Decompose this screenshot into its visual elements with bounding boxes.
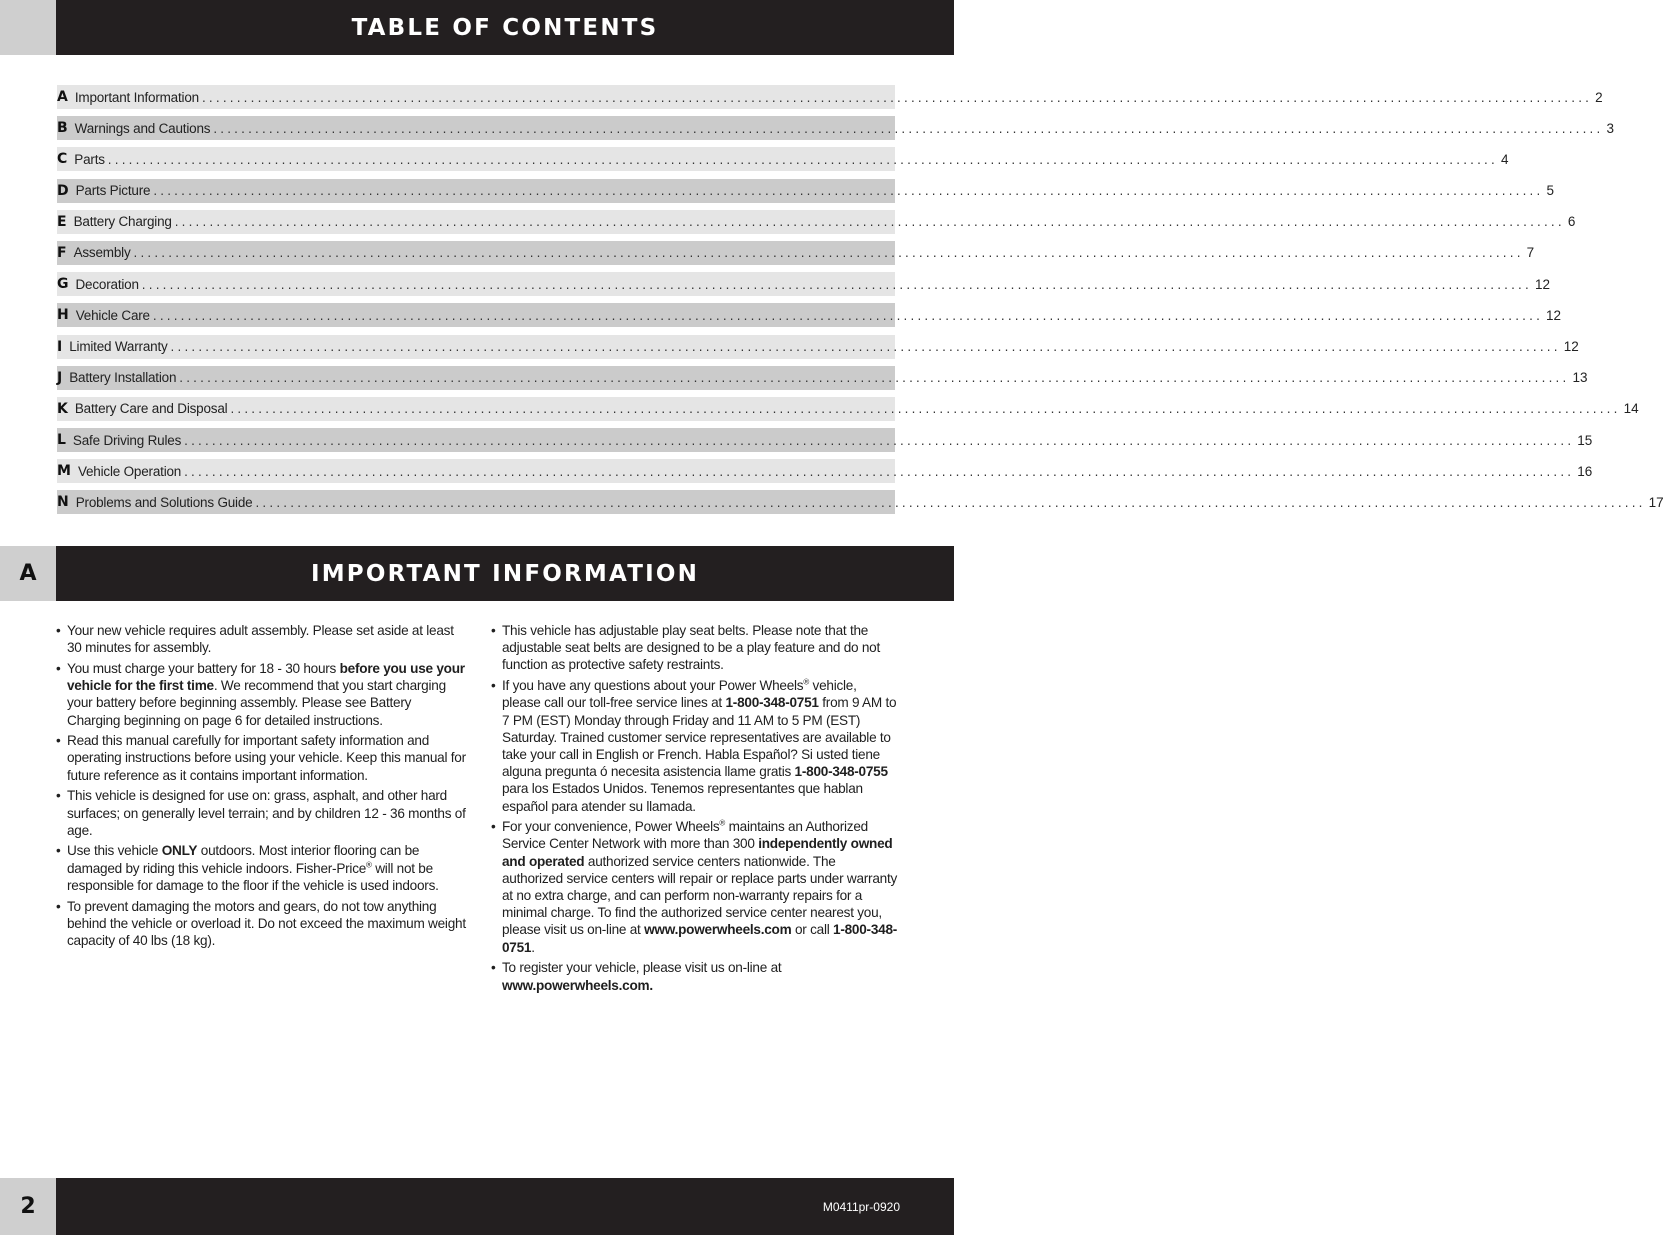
- toc-title: Vehicle Operation: [77, 463, 182, 479]
- info-bullet: [56, 660, 466, 729]
- info-bullet: [56, 787, 466, 839]
- toc-header-tab: [0, 0, 56, 55]
- toc-leader-dots: ........................................................................................................................................................................................................: [170, 339, 1561, 354]
- toc-title: Decoration: [75, 276, 139, 292]
- info-bullet: [56, 842, 466, 894]
- info-bullet: [491, 677, 898, 815]
- bullet-text: independently owned and operated: [502, 836, 893, 869]
- toc-page-number: 7: [1526, 245, 1535, 261]
- bullet-text: ONLY: [161, 843, 198, 859]
- toc-leader-dots: ........................................................................................................................................................................................................: [184, 463, 1575, 479]
- toc-title: Battery Charging: [73, 214, 172, 230]
- toc-letter: M: [57, 463, 71, 480]
- bullet-text: or call: [791, 922, 834, 938]
- toc-title: Safe Driving Rules: [72, 432, 182, 448]
- toc-leader-dots: ........................................................................................................................................................................................................: [230, 401, 1621, 417]
- bullet-text: maintains an Authorized Service Center Network with more than 300: [502, 819, 868, 852]
- important-info-header-bar: [0, 546, 954, 601]
- toc-letter: F: [57, 244, 67, 261]
- toc-row: [57, 116, 1614, 140]
- toc-row: [57, 241, 1535, 265]
- toc-row: [57, 366, 1588, 390]
- toc-header-bar: [0, 0, 954, 55]
- toc-title: Problems and Solutions Guide: [75, 494, 253, 510]
- important-info-right-column: [491, 622, 898, 997]
- bullet-text: authorized service centers nationwide. The authorized service centers will repair or replace parts under warranty at no extra charge, and can perform non-warranty repairs for a minimal charge. To find the authorized service center nearest you, please visit us on-line at: [502, 853, 898, 938]
- toc-page-number: 17: [1648, 494, 1664, 510]
- bullet-text: This vehicle has adjustable play seat belts. Please note that the adjustable seat belts are designed to be a play feature and do not function as protective safety restraints.: [502, 623, 881, 673]
- toc-leader-dots: ........................................................................................................................................................................................................: [141, 276, 1532, 292]
- toc-row: [57, 210, 1576, 234]
- toc-row: [57, 490, 1664, 514]
- toc-title: Vehicle Care: [75, 307, 150, 323]
- toc-page-number: 4: [1500, 151, 1509, 167]
- bullet-text: 1-800-348-0751: [502, 922, 898, 955]
- toc-leader-dots: ........................................................................................................................................................................................................: [201, 89, 1593, 105]
- footer-bar: [0, 1178, 954, 1235]
- toc-title: Warnings and Cautions: [74, 120, 211, 136]
- toc-leader-dots: ........................................................................................................................................................................................................: [184, 432, 1575, 448]
- info-bullet: [491, 959, 898, 993]
- toc-title: Battery Installation: [69, 370, 177, 386]
- toc-leader-dots: ........................................................................................................................................................................................................: [152, 307, 1544, 323]
- toc-row: [57, 147, 1509, 171]
- toc-row: [57, 397, 1639, 421]
- bullet-text: For your convenience, Power Wheels: [502, 819, 720, 835]
- toc-leader-dots: ........................................................................................................................................................................................................: [153, 183, 1544, 199]
- bullet-text: Use this vehicle: [67, 843, 162, 859]
- bullet-text: 1-800-348-0751: [725, 695, 819, 711]
- toc-letter: A: [57, 89, 68, 105]
- important-info-left-column: [56, 622, 466, 953]
- bullet-text: Your new vehicle requires adult assembly. Please set aside at least 30 minutes for assembly.: [67, 623, 454, 656]
- toc-title: Limited Warranty: [69, 339, 168, 354]
- toc-row: [57, 272, 1550, 296]
- toc-page-number: 2: [1595, 89, 1603, 105]
- section-letter-tab: A: [0, 546, 56, 601]
- toc-page-number: 14: [1623, 401, 1639, 417]
- registered-mark: ®: [719, 818, 726, 828]
- toc-letter: D: [57, 182, 69, 199]
- bullet-text: . We recommend that you start charging your battery before beginning assembly. Please see Battery Charging beginning on page 6 for detailed instructions.: [67, 678, 446, 728]
- bullet-text: from 9 AM to 7 PM (EST) Monday through Friday and 11 AM to 5 PM (EST) Saturday. Trained customer service representatives are available to take your call in English or French. Habla Español? Si usted tiene alguna pregunta ó necesita asistencia llame gratis: [502, 695, 897, 780]
- toc-page-number: 3: [1606, 120, 1614, 136]
- toc-leader-dots: ........................................................................................................................................................................................................: [255, 494, 1646, 510]
- bullet-text: vehicle, please call our toll-free service lines at: [502, 678, 857, 711]
- bullet-text: This vehicle is designed for use on: grass, asphalt, and other hard surfaces; on generally level terrain; and by children 12 - 36 months of age.: [67, 788, 466, 838]
- toc-row: [57, 335, 1579, 359]
- registered-mark: ®: [366, 860, 372, 870]
- toc-list: [57, 85, 1664, 522]
- bullet-text: 1-800-348-0755: [794, 764, 888, 780]
- page-number: 2: [0, 1178, 56, 1235]
- toc-leader-dots: ........................................................................................................................................................................................................: [133, 245, 1524, 261]
- toc-letter: N: [57, 494, 69, 511]
- toc-page-number: 15: [1577, 432, 1593, 448]
- toc-letter: K: [57, 400, 68, 417]
- toc-letter: C: [57, 151, 68, 168]
- info-bullet: [56, 622, 466, 656]
- bullet-text: Read this manual carefully for important safety information and operating instructions before using your vehicle. Keep this manual for future reference as it contains important information.: [67, 733, 466, 783]
- info-bullet: [491, 622, 898, 674]
- toc-letter: L: [57, 432, 66, 449]
- toc-row: [57, 303, 1562, 327]
- info-bullet: [491, 818, 898, 956]
- toc-leader-dots: ........................................................................................................................................................................................................: [213, 120, 1604, 136]
- bullet-text: .: [531, 939, 535, 955]
- toc-page-number: 6: [1567, 214, 1576, 230]
- toc-letter: J: [57, 369, 63, 386]
- toc-title: Battery Care and Disposal: [74, 401, 228, 417]
- bullet-text: para los Estados Unidos. Tenemos representantes que hablan español para atender su llamada.: [502, 781, 863, 814]
- bullet-text: To register your vehicle, please visit us on-line at: [502, 960, 782, 976]
- bullet-text: will not be responsible for damage to the floor if the vehicle is used indoors.: [67, 860, 439, 893]
- info-bullet: [56, 732, 466, 784]
- toc-title: Important Information: [74, 89, 199, 105]
- toc-title: Assembly: [73, 245, 131, 261]
- registered-mark: ®: [803, 677, 809, 687]
- toc-heading: TABLE OF CONTENTS: [56, 0, 954, 55]
- info-bullet: [56, 898, 466, 950]
- toc-page-number: 5: [1546, 183, 1554, 199]
- toc-row: [57, 428, 1593, 452]
- toc-leader-dots: ........................................................................................................................................................................................................: [174, 214, 1565, 230]
- bullet-text: If you have any questions about your Power Wheels: [502, 678, 804, 694]
- toc-page-number: 12: [1546, 307, 1562, 323]
- toc-letter: G: [57, 276, 69, 293]
- toc-letter: I: [57, 338, 63, 355]
- bullet-text: To prevent damaging the motors and gears, do not tow anything behind the vehicle or overload it. Do not exceed the maximum weight capacity of 40 lbs (18 kg).: [67, 898, 466, 948]
- toc-leader-dots: ........................................................................................................................................................................................................: [179, 370, 1570, 386]
- toc-row: [57, 179, 1554, 203]
- toc-row: [57, 85, 1603, 109]
- important-info-heading: IMPORTANT INFORMATION: [56, 546, 954, 601]
- document-code: M0411pr-0920: [56, 1178, 954, 1235]
- bullet-text: www.powerwheels.com: [644, 922, 792, 938]
- bullet-text: before you use your vehicle for the first time: [67, 660, 465, 694]
- toc-title: Parts Picture: [75, 183, 151, 199]
- toc-row: [57, 459, 1593, 483]
- toc-page-number: 13: [1572, 370, 1588, 386]
- toc-letter: H: [57, 307, 69, 324]
- toc-page-number: 16: [1577, 463, 1593, 479]
- toc-title: Parts: [74, 151, 105, 167]
- toc-letter: E: [57, 213, 67, 230]
- toc-page-number: 12: [1563, 339, 1579, 354]
- toc-leader-dots: ........................................................................................................................................................................................................: [107, 151, 1498, 167]
- toc-letter: B: [57, 120, 68, 137]
- bullet-text: outdoors. Most interior flooring can be damaged by riding this vehicle indoors. Fisher-Price: [67, 843, 420, 876]
- bullet-text: www.powerwheels.com.: [502, 977, 653, 993]
- bullet-text: You must charge your battery for 18 - 30 hours: [67, 660, 340, 676]
- toc-page-number: 12: [1534, 276, 1550, 292]
